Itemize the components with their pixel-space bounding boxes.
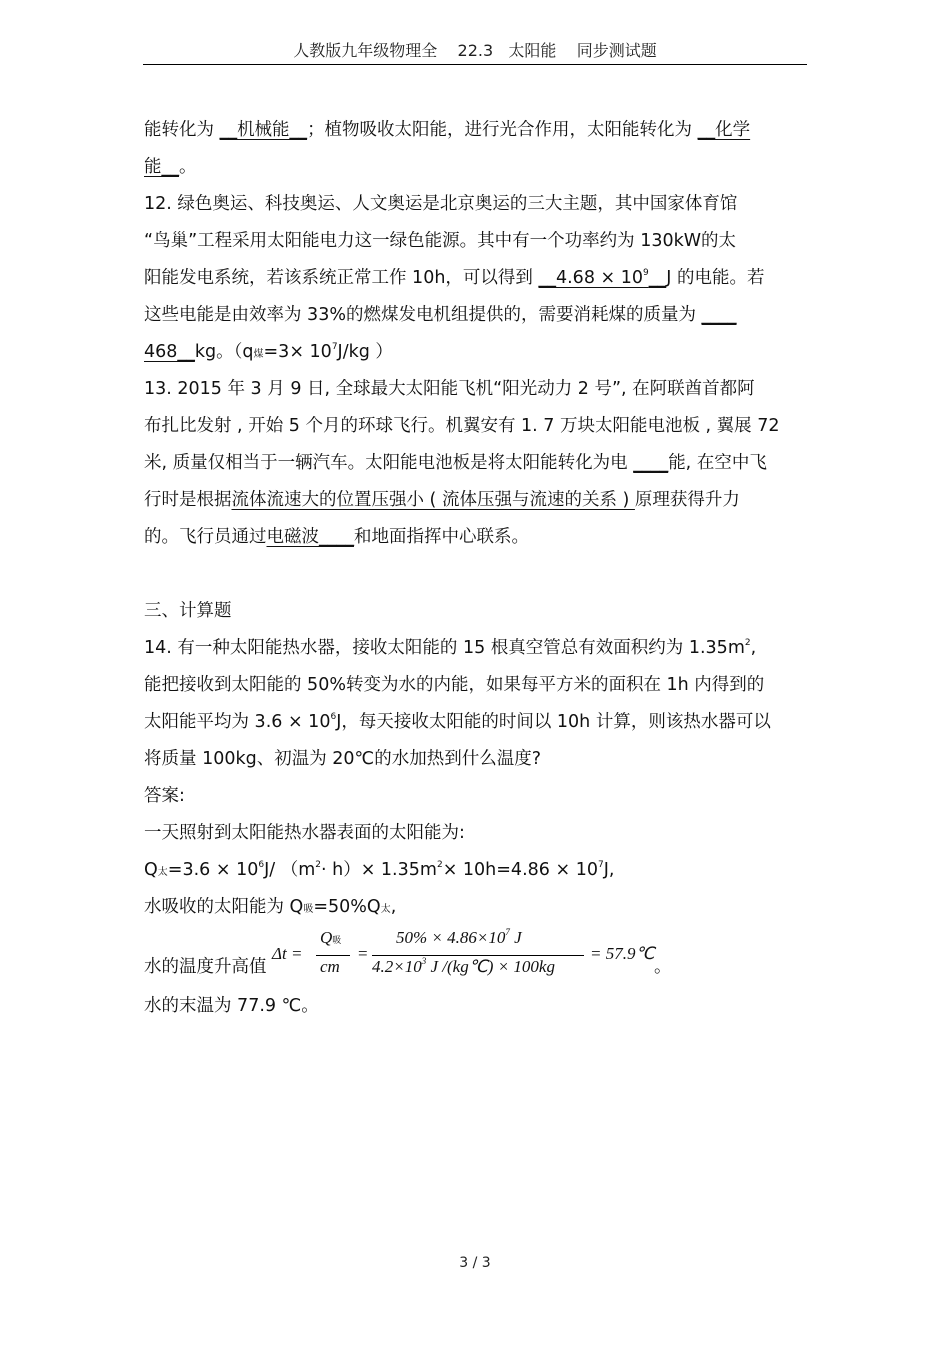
subscript: 煤 <box>253 349 264 360</box>
subscript: 吸 <box>303 904 314 915</box>
text: J, <box>603 860 615 880</box>
text: 原理获得升力 <box>634 490 740 510</box>
page-number: 3 / 3 <box>459 1255 491 1271</box>
text: =3.6 × 10 <box>167 860 259 880</box>
text: × 10h=4.86 × 10 <box>442 860 598 880</box>
text: 能, 在空中飞 <box>668 453 767 473</box>
superscript: 2 <box>436 860 443 870</box>
solution-line-2 <box>144 852 808 889</box>
answer-principle: 流体流速大的位置压强小 ( 流体压强与流速的关系 ) <box>231 490 635 510</box>
answer-electric: ____ <box>633 453 669 473</box>
text: 50% × 4.86×10 <box>396 928 506 947</box>
superscript: 7 <box>505 927 510 937</box>
page-header: 人教版九年级物理全 22.3 太阳能 同步测试题 <box>293 41 657 60</box>
superscript: 6 <box>330 712 337 722</box>
formula-denominator-2 <box>372 957 555 977</box>
text: 的。飞行员通过 <box>144 527 267 547</box>
text: J，每天接收太阳能的时间以 10h 计算，则该热水器可以 <box>336 712 771 732</box>
superscript: 7 <box>331 342 338 352</box>
q12-line-1: 12. 绿色奥运、科技奥运、人文奥运是北京奥运的三大主题，其中国家体育馆 <box>144 194 738 214</box>
superscript: 6 <box>258 860 265 870</box>
answer-label: 答案: <box>144 786 185 806</box>
q12-line-2: “鸟巢”工程采用太阳能电力这一绿色能源。其中有一个功率约为 130kW的太 <box>144 231 737 251</box>
q11-line-1 <box>144 112 808 149</box>
fraction-bar-2 <box>372 955 584 956</box>
text: 。 <box>179 157 197 177</box>
text: J /(kg℃) × 100kg <box>426 957 555 976</box>
superscript: 9 <box>643 268 649 278</box>
text: Q <box>144 860 158 880</box>
text: , <box>390 897 397 917</box>
text: J/kg ） <box>337 342 393 362</box>
q13-line-4 <box>144 482 808 519</box>
formula-numerator-1 <box>320 928 341 948</box>
text: , <box>750 638 757 658</box>
text: ；植物吸收太阳能，进行光合作用，太阳能转化为 <box>307 120 698 140</box>
solution-line-final: 水的末温为 77.9 ℃。 <box>144 996 319 1016</box>
q13-line-5 <box>144 519 808 556</box>
superscript: 2 <box>315 860 321 870</box>
text: =50%Q <box>313 897 381 917</box>
text: __4.68 × 10 <box>538 268 644 288</box>
document-body <box>144 112 808 1025</box>
superscript: 3 <box>421 956 427 966</box>
answer-em-wave: 电磁波____ <box>266 527 354 547</box>
text: 米, 质量仅相当于一辆汽车。太阳能电池板是将太阳能转化为电 <box>144 453 634 473</box>
spacer <box>144 556 808 593</box>
fraction-bar-1 <box>316 955 350 956</box>
answer-energy <box>538 268 666 288</box>
text: 阳能发电系统，若该系统正常工作 10h，可以得到 <box>144 268 539 288</box>
q13-line-1: 13. 2015 年 3 月 9 日, 全球最大太阳能飞机“阳光动力 2 号”, 在阿联酋首都阿 <box>144 379 755 399</box>
subscript: 太 <box>380 904 391 915</box>
text: __ <box>648 268 667 288</box>
text: kg。（q <box>194 342 254 362</box>
text: 水吸收的太阳能为 Q <box>144 897 304 917</box>
q13-line-3 <box>144 445 808 482</box>
q11-line-2 <box>144 149 808 186</box>
text: 能转化为 <box>144 120 220 140</box>
text: =3× 10 <box>263 342 332 362</box>
solution-line-1: 一天照射到太阳能热水器表面的太阳能为: <box>144 823 465 843</box>
formula-denominator-1: cm <box>320 957 340 976</box>
answer-chemical-energy: __化学 <box>697 120 751 140</box>
section-title: 三、计算题 <box>144 601 232 621</box>
text: 太阳能平均为 3.6 × 10 <box>144 712 331 732</box>
formula-numerator-2 <box>396 928 522 948</box>
subscript: 太 <box>157 867 168 878</box>
answer-chemical-energy-cont: 能__ <box>144 157 179 177</box>
solution-formula-row <box>144 926 808 988</box>
formula-equals: = <box>358 944 368 963</box>
text: 这些电能是由效率为 33%的燃煤发电机组提供的，需要消耗煤的质量为 <box>144 305 702 325</box>
text: Q <box>320 928 333 947</box>
text: J/ （m <box>264 860 316 880</box>
q14-line-3 <box>144 704 808 741</box>
subscript: 吸 <box>332 935 342 945</box>
q14-line-2: 能把接收到太阳能的 50%转变为水的内能，如果每平方米的面积在 1h 内得到的 <box>144 675 765 695</box>
q14-line-4: 将质量 100kg、初温为 20℃的水加热到什么温度? <box>144 749 541 769</box>
q12-line-3 <box>144 260 808 297</box>
q12-line-5 <box>144 334 808 371</box>
text: J 的电能。若 <box>666 268 765 288</box>
answer-coal-mass-cont: 468__ <box>144 342 195 362</box>
text: · h）× 1.35m <box>320 860 437 880</box>
superscript: 2 <box>744 638 751 648</box>
header-rule <box>143 64 807 65</box>
text: 14. 有一种太阳能热水器，接收太阳能的 15 根真空管总有效面积约为 1.35m <box>144 638 745 658</box>
formula-period: 。 <box>654 957 672 977</box>
solution-line-3 <box>144 889 808 926</box>
q14-line-1 <box>144 630 808 667</box>
formula-label: 水的温度升高值 <box>144 957 267 977</box>
answer-mechanical-energy: __机械能__ <box>219 120 308 140</box>
q12-line-4 <box>144 297 808 334</box>
text: J <box>509 928 522 947</box>
q13-line-2: 布扎比发射 , 开始 5 个月的环球飞行。机翼安有 1. 7 万块太阳能电池板 , 翼展 72 <box>144 416 780 436</box>
formula-lhs: Δt = <box>272 944 303 963</box>
formula-result: = 57.9℃ <box>590 944 655 963</box>
text: 和地面指挥中心联系。 <box>354 527 529 547</box>
answer-coal-mass: ____ <box>701 305 737 325</box>
text: 4.2×10 <box>372 957 422 976</box>
superscript: 7 <box>597 860 604 870</box>
text: 行时是根据 <box>144 490 232 510</box>
